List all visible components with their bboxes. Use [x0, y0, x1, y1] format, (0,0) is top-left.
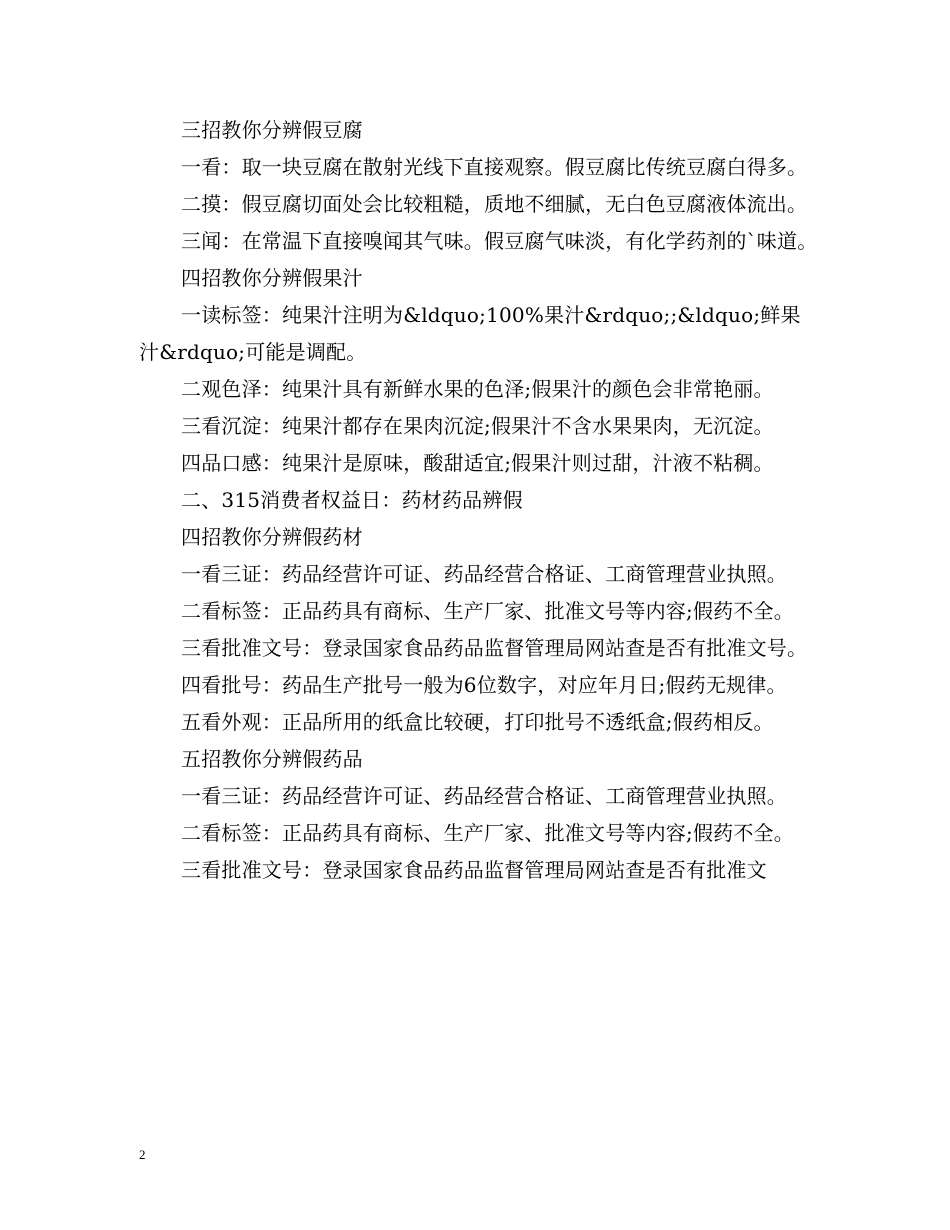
paragraph: 三闻：在常温下直接嗅闻其气味。假豆腐气味淡，有化学药剂的`味道。	[181, 229, 818, 253]
section-heading-herbs: 四招教你分辨假药材	[181, 525, 363, 549]
paragraph: 四品口感：纯果汁是原味，酸甜适宜;假果汁则过甜，汁液不粘稠。	[181, 451, 774, 475]
document-body	[139, 112, 819, 889]
paragraph: 四看批号：药品生产批号一般为6位数字，对应年月日;假药无规律。	[181, 673, 787, 697]
paragraph: 五看外观：正品所用的纸盒比较硬，打印批号不透纸盒;假药相反。	[181, 710, 774, 734]
paragraph: 二看标签：正品药具有商标、生产厂家、批准文号等内容;假药不全。	[181, 821, 794, 845]
paragraph: 一读标签：纯果汁注明为&ldquo;100%果汁&rdquo;;&ldquo;鲜果汁&rdquo;可能是调配。	[139, 303, 801, 364]
paragraph: 一看三证：药品经营许可证、药品经营合格证、工商管理营业执照。	[181, 784, 787, 808]
paragraph: 二摸：假豆腐切面处会比较粗糙，质地不细腻，无白色豆腐液体流出。	[181, 192, 808, 216]
section-heading-tofu: 三招教你分辨假豆腐	[181, 118, 363, 142]
section-heading-drugs: 五招教你分辨假药品	[181, 747, 363, 771]
section-heading-juice: 四招教你分辨假果汁	[181, 266, 363, 290]
paragraph: 一看三证：药品经营许可证、药品经营合格证、工商管理营业执照。	[181, 562, 787, 586]
paragraph: 二看标签：正品药具有商标、生产厂家、批准文号等内容;假药不全。	[181, 599, 794, 623]
paragraph: 三看批准文号：登录国家食品药品监督管理局网站查是否有批准文号。	[181, 636, 808, 660]
page-number: 2	[139, 1147, 146, 1162]
section-title-medicine: 二、315消费者权益日：药材药品辨假	[181, 488, 523, 512]
paragraph: 一看：取一块豆腐在散射光线下直接观察。假豆腐比传统豆腐白得多。	[181, 155, 808, 179]
paragraph: 三看批准文号：登录国家食品药品监督管理局网站查是否有批准文	[181, 858, 767, 882]
paragraph: 三看沉淀：纯果汁都存在果肉沉淀;假果汁不含水果果肉，无沉淀。	[181, 414, 774, 438]
paragraph: 二观色泽：纯果汁具有新鲜水果的色泽;假果汁的颜色会非常艳丽。	[181, 377, 774, 401]
